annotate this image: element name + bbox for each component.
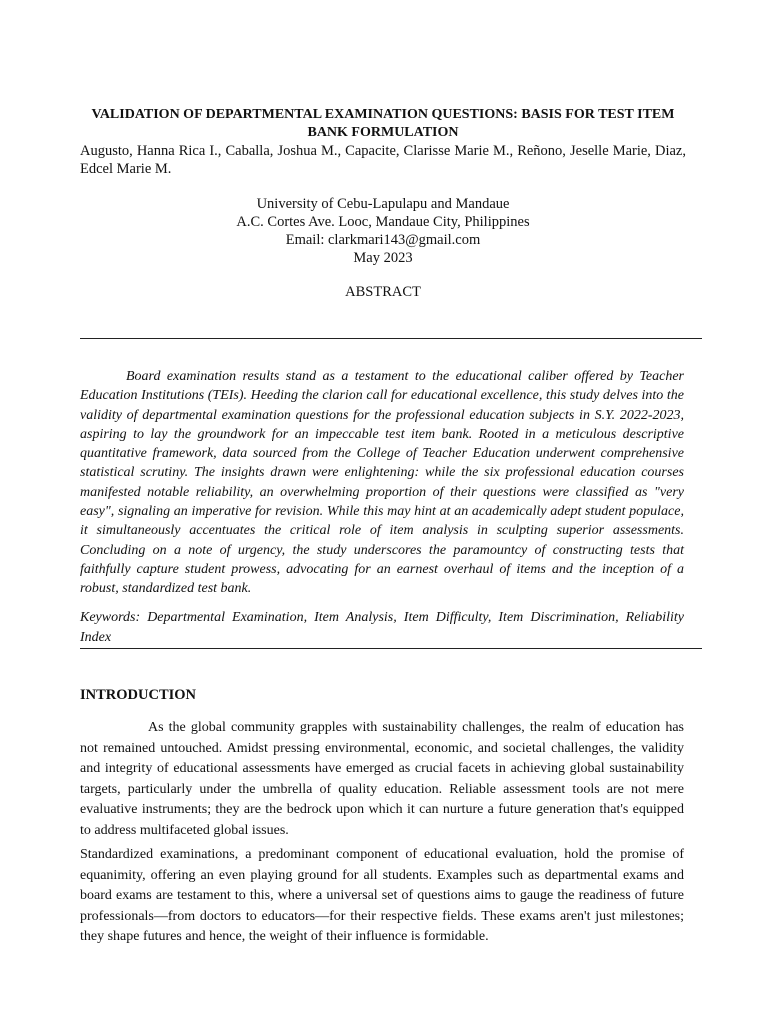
university-name: University of Cebu-Lapulapu and Mandaue — [256, 196, 510, 212]
author-list: Augusto, Hanna Rica I., Caballa, Joshua M., Capacite, Clarisse Marie M., Reñono, Jeselle Marie, Diaz, Edcel Marie M. — [80, 143, 686, 177]
paper-title: VALIDATION OF DEPARTMENTAL EXAMINATION QUESTIONS: BASIS FOR TEST ITEM BANK FORMULATION — [91, 107, 675, 140]
university-address: A.C. Cortes Ave. Looc, Mandaue City, Philippines — [236, 214, 530, 230]
introduction-heading: INTRODUCTION — [80, 687, 197, 703]
abstract-text: Board examination results stand as a testament to the educational caliber offered by Teacher Education Institutions (TEIs). Heeding the clarion call for educational excellence, this study delves into the validity of departmental examination questions for the professional education subjects in S.Y. 2022-2023, aspiring to lay the groundwork for an impeccable test item bank. Rooted in a meticulous descriptive quantitative framework, data sourced from the College of Teacher Education underwent comprehensive statistical scrutiny. The insights drawn were enlightening: while the six professional education courses manifested notable reliability, an overwhelming proportion of their questions were classified as "very easy", signaling an imperative for revision. While this may hint at an academically adept student populace, it simultaneously accentuates the critical role of item analysis in sculpting superior assessments. Concluding on a note of urgency, the study underscores the paramountcy of constructing tests that faithfully capture student prowess, advocating for an earnest overhaul of items and the inception of a robust, standardized test bank. — [80, 369, 684, 597]
introduction-paragraph: Standardized examinations, a predominant component of educational evaluation, hold the promise of equanimity, offering an even playing ground for all students. Examples such as departmental exams and board exams are testament to this, where a universal set of questions aims to gauge the readiness of future professionals—from doctors to educators—for their respective fields. These exams aren't just milestones; they shape futures and hence, the weight of their influence is formidable. — [80, 847, 684, 945]
contact-email: Email: clarkmari143@gmail.com — [285, 232, 481, 248]
abstract-heading: ABSTRACT — [345, 284, 421, 300]
publication-date: May 2023 — [353, 250, 413, 266]
introduction-paragraph: As the global community grapples with sustainability challenges, the realm of education has not remained untouched. Amidst pressing environmental, economic, and societal challenges, the validity and integrity of educational assessments have emerged as crucial facets in achieving global sustainability targets, particularly under the umbrella of quality education. Reliable assessment tools are not mere evaluative instruments; they are the bedrock upon which it can nurture a future generation that's equipped to address multifaceted global issues. — [80, 720, 684, 838]
abstract-top-rule — [80, 338, 702, 339]
abstract-bottom-rule — [80, 648, 702, 649]
keywords-line: Keywords: Departmental Examination, Item Analysis, Item Difficulty, Item Discrimination, Reliability Index — [80, 610, 684, 645]
